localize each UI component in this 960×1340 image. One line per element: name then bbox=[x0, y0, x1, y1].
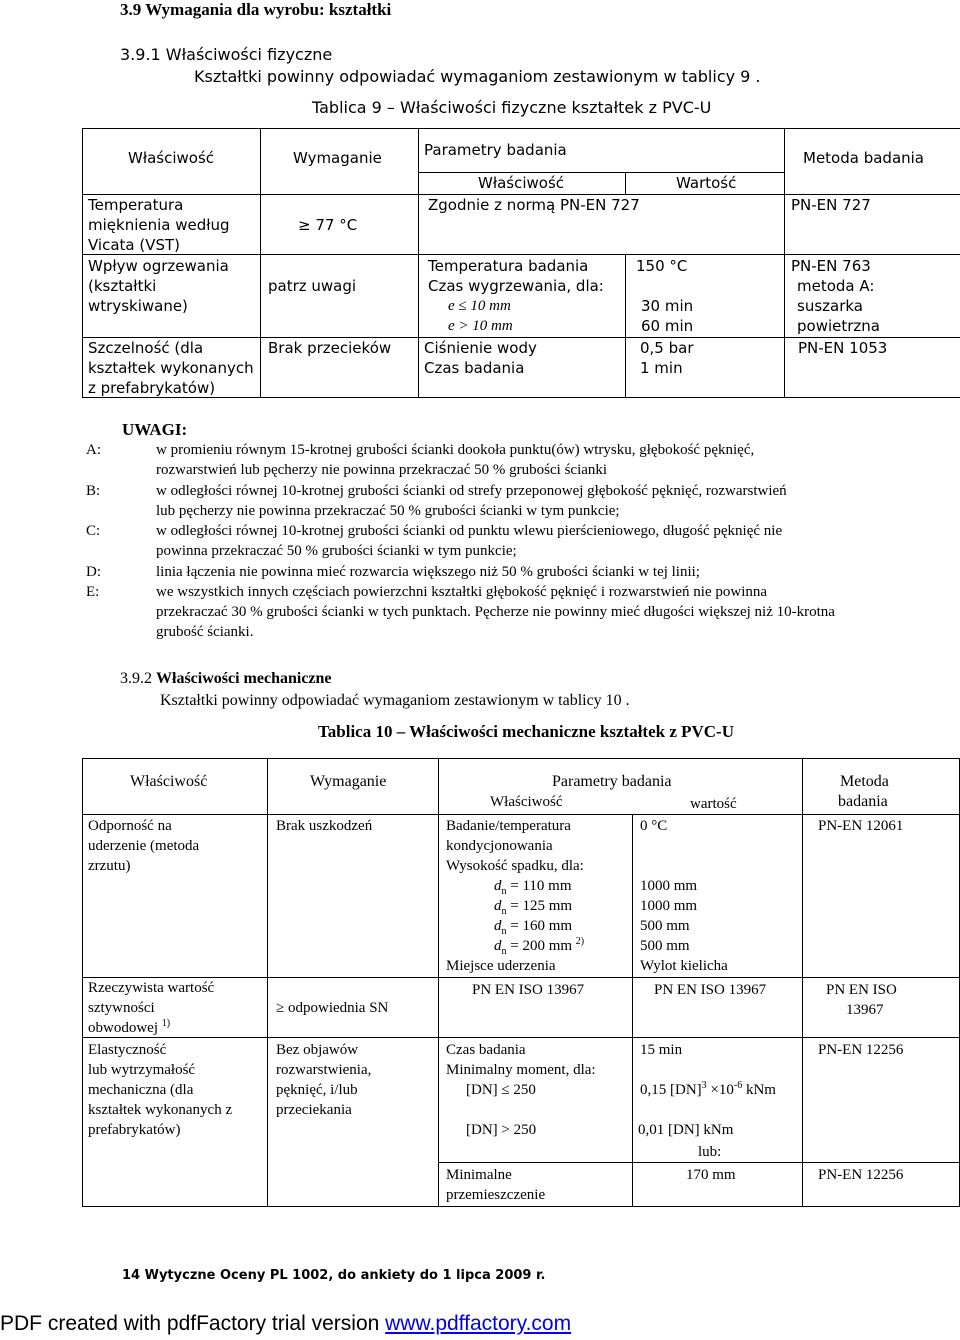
table9-caption: Tablica 9 – Właściwości fizyczne kształtek z PVC-U bbox=[312, 98, 712, 117]
t10-r1-impact-place: Miejsce uderzenia bbox=[446, 958, 556, 974]
t10-r1-param-1: Badanie/temperatura bbox=[446, 818, 571, 834]
t9-header-params: Parametry badania bbox=[424, 141, 567, 159]
t10-header-param-property: Właściwość bbox=[490, 794, 563, 810]
t9-r2-method-4: powietrzna bbox=[797, 317, 880, 335]
note-e-line-2: przekraczać 30 % grubości ścianki w tych punktach. Pęcherze nie powinny mieć długości większej niż 10-krotna bbox=[156, 604, 835, 620]
t10-header-params: Parametry badania bbox=[552, 773, 672, 790]
note-key-b: B: bbox=[86, 483, 101, 499]
t9-r1-requirement: ≥ 77 °C bbox=[298, 216, 358, 234]
subsection2-text: Kształtki powinny odpowiadać wymaganiom zestawionym w tablicy 10 . bbox=[160, 692, 630, 709]
t10-r1-value-4: 500 mm bbox=[640, 918, 690, 934]
t9-r1-property-2: mięknienia według bbox=[88, 216, 230, 234]
subsection2-number: 3.9.2 bbox=[120, 670, 152, 687]
t10-r2-method-2: 13967 bbox=[846, 1002, 884, 1018]
t10-r3-value-3: 0,01 [DN] kNm bbox=[638, 1122, 734, 1138]
t9-header-method: Metoda badania bbox=[803, 149, 925, 167]
t9-header-property: Właściwość bbox=[128, 149, 215, 167]
t10-r1-property-3: zrzutu) bbox=[88, 858, 131, 874]
t10-header-param-value: wartość bbox=[690, 796, 737, 812]
note-c-line-1: w odległości równej 10-krotnej grubości ścianki od punktu wlewu pierścieniowego, długość pęknięć nie bbox=[156, 523, 783, 539]
t9-r2-value-4: 60 min bbox=[641, 317, 694, 335]
t10-r3-param-3: [DN] ≤ 250 bbox=[466, 1082, 536, 1098]
t9-r3-param-1: Ciśnienie wody bbox=[424, 339, 537, 357]
t9-r1-method: PN-EN 727 bbox=[791, 196, 871, 214]
note-a-line-2: rozwarstwień lub pęcherzy nie powinna przekraczać 50 % grubości ścianki bbox=[156, 462, 608, 478]
t9-r2-requirement: patrz uwagi bbox=[268, 277, 357, 295]
section-heading: 3.9 Wymagania dla wyrobu: kształtki bbox=[120, 0, 392, 19]
t9-r3-property-1: Szczelność (dla bbox=[88, 339, 204, 357]
note-e-line-1: we wszystkich innych częściach powierzchni kształtki głębokość pęknięć i rozwarstwień nie powinna bbox=[156, 584, 768, 600]
subsection2-title: Właściwości mechaniczne bbox=[156, 670, 332, 687]
t10-r1-dn-2: $d_n = 125$ mm bbox=[494, 898, 573, 917]
t10-r1-property-2: uderzenie (metoda bbox=[88, 838, 200, 854]
t10-r1-param-3: Wysokość spadku, dla: bbox=[446, 858, 584, 874]
t10-r4-value: 170 mm bbox=[686, 1167, 736, 1183]
t9-r2-method-2: metoda A: bbox=[797, 277, 875, 295]
t10-r1-dn-1: $d_n = 110$ mm bbox=[494, 878, 572, 897]
t10-r1-value-3: 1000 mm bbox=[640, 898, 698, 914]
t9-r2-property-2: (kształtki bbox=[88, 277, 157, 295]
t10-r2-value: PN EN ISO 13967 bbox=[654, 982, 767, 998]
page-footer: 14 Wytyczne Oceny PL 1002, do ankiety do 1 lipca 2009 r. bbox=[122, 1268, 546, 1283]
t10-r3-value-4: lub: bbox=[698, 1144, 722, 1160]
t10-r3-property-1: Elastyczność bbox=[88, 1042, 167, 1058]
t10-r2-param: PN EN ISO 13967 bbox=[472, 982, 585, 998]
t10-r3-requirement-2: rozwarstwienia, bbox=[276, 1062, 372, 1078]
note-b-line-1: w odległości równej 10-krotnej grubości ścianki od strefy przeponowej głębokość pęknięć, rozwarstwień bbox=[156, 483, 787, 499]
t9-r2-method-1: PN-EN 763 bbox=[791, 257, 871, 275]
t10-r3-requirement-4: przeciekania bbox=[276, 1102, 352, 1118]
t10-r3-value-2: 0,15 $[DN]^3 \times 10^{-6}$ kNm bbox=[640, 1080, 776, 1098]
t10-r1-value-1: 0 °C bbox=[640, 818, 668, 834]
t10-r1-requirement: Brak uszkodzeń bbox=[276, 818, 373, 834]
table10-caption: Tablica 10 – Właściwości mechaniczne kształtek z PVC-U bbox=[318, 722, 734, 741]
note-key-c: C: bbox=[86, 523, 101, 539]
note-a-line-1: w promieniu równym 15-krotnej grubości ścianki dookoła punktu(ów) wtrysku, głębokość pęknięć, bbox=[156, 442, 755, 458]
t10-header-method-1: Metoda bbox=[840, 773, 889, 790]
t10-r1-value-6: Wylot kielicha bbox=[640, 958, 728, 974]
t9-r1-property-1: Temperatura bbox=[88, 196, 184, 214]
t10-r2-property-1: Rzeczywista wartość bbox=[88, 980, 215, 996]
t10-header-method-2: badania bbox=[838, 793, 888, 810]
t9-r2-param-1: Temperatura badania bbox=[428, 257, 589, 275]
t9-r3-param-2: Czas badania bbox=[424, 359, 525, 377]
t9-r2-param-2: Czas wygrzewania, dla: bbox=[428, 277, 604, 295]
pdf-footer-text: PDF created with pdfFactory trial version bbox=[0, 1312, 386, 1335]
t9-r2-param-3: e ≤ 10 mm bbox=[448, 298, 511, 314]
subsection-heading: 3.9.1 Właściwości fizyczne bbox=[120, 45, 333, 64]
t9-r1-param: Zgodnie z normą PN-EN 727 bbox=[428, 196, 640, 214]
t9-r3-requirement: Brak przecieków bbox=[268, 339, 392, 357]
t9-r3-value-2: 1 min bbox=[640, 359, 683, 377]
t9-r2-value-3: 30 min bbox=[641, 297, 694, 315]
t10-r3-property-3: mechaniczna (dla bbox=[88, 1082, 194, 1098]
t9-r3-property-3: z prefabrykatów) bbox=[88, 379, 216, 397]
t10-r2-property-2: sztywności bbox=[88, 1000, 155, 1016]
t10-r1-value-2: 1000 mm bbox=[640, 878, 698, 894]
t10-r3-param-4: [DN] > 250 bbox=[466, 1122, 537, 1138]
t9-header-requirement: Wymaganie bbox=[293, 149, 382, 167]
t10-r3-param-1: Czas badania bbox=[446, 1042, 526, 1058]
note-key-a: A: bbox=[86, 442, 101, 458]
t10-r1-param-2: kondycjonowania bbox=[446, 838, 553, 854]
t9-r2-property-3: wtryskiwane) bbox=[88, 297, 188, 315]
subsection2-heading bbox=[120, 670, 332, 688]
note-d-line-1: linia łączenia nie powinna mieć rozwarcia większego niż 50 % grubości ścianki w tej linii; bbox=[156, 564, 700, 580]
t9-r3-property-2: kształtek wykonanych bbox=[88, 359, 254, 377]
t10-r2-method-1: PN EN ISO bbox=[826, 982, 897, 998]
t9-r2-param-4: e > 10 mm bbox=[448, 318, 513, 334]
t9-r3-method: PN-EN 1053 bbox=[798, 339, 888, 357]
t10-r4-method: PN-EN 12256 bbox=[818, 1167, 904, 1183]
t10-r3-property-4: kształtek wykonanych z bbox=[88, 1102, 233, 1118]
t10-r1-property-1: Odporność na bbox=[88, 818, 172, 834]
pdf-footer-link[interactable]: www.pdffactory.com bbox=[385, 1312, 572, 1335]
t10-r3-property-2: lub wytrzymałość bbox=[88, 1062, 196, 1078]
t10-r4-param-2: przemieszczenie bbox=[446, 1187, 546, 1203]
t10-r2-property-3: obwodowej $^{1)}$ bbox=[88, 1018, 171, 1036]
t10-header-property: Właściwość bbox=[130, 773, 208, 790]
note-c-line-2: powinna przekraczać 50 % grubości ścianki w tym punkcie; bbox=[156, 543, 517, 559]
pdf-footer bbox=[0, 1312, 571, 1336]
t10-r3-param-2: Minimalny moment, dla: bbox=[446, 1062, 596, 1078]
t10-r1-dn-4: $d_n = 200$ mm $^{2)}$ bbox=[494, 936, 585, 957]
t10-r1-value-5: 500 mm bbox=[640, 938, 690, 954]
t9-r3-value-1: 0,5 bar bbox=[640, 339, 694, 357]
note-b-line-2: lub pęcherzy nie powinna przekraczać 50 % grubości ścianki w tym punkcie; bbox=[156, 503, 620, 519]
note-e-line-3: grubość ścianki. bbox=[156, 624, 254, 640]
t9-header-param-value: Wartość bbox=[676, 174, 737, 192]
t10-header-requirement: Wymaganie bbox=[310, 773, 387, 790]
t10-r3-requirement-1: Bez objawów bbox=[276, 1042, 359, 1058]
t10-r4-param-1: Minimalne bbox=[446, 1167, 512, 1183]
t10-r1-method: PN-EN 12061 bbox=[818, 818, 904, 834]
t10-r2-requirement: ≥ odpowiednia SN bbox=[276, 1000, 389, 1016]
t9-r2-method-3: suszarka bbox=[797, 297, 863, 315]
t9-r2-value-1: 150 °C bbox=[636, 257, 688, 275]
t10-r1-dn-3: $d_n = 160$ mm bbox=[494, 918, 573, 937]
note-key-e: E: bbox=[86, 584, 100, 600]
t9-r1-property-3: Vicata (VST) bbox=[88, 236, 181, 254]
t10-r3-value-1: 15 min bbox=[640, 1042, 683, 1058]
subsection-text: Kształtki powinny odpowiadać wymaganiom zestawionym w tablicy 9 . bbox=[194, 67, 761, 86]
t9-r2-property-1: Wpływ ogrzewania bbox=[88, 257, 229, 275]
t10-r3-method: PN-EN 12256 bbox=[818, 1042, 904, 1058]
note-key-d: D: bbox=[86, 564, 101, 580]
t10-r3-property-5: prefabrykatów) bbox=[88, 1122, 181, 1138]
t10-r3-requirement-3: pęknięć, i/lub bbox=[276, 1082, 358, 1098]
notes-title: UWAGI: bbox=[122, 420, 188, 439]
t9-header-param-property: Właściwość bbox=[478, 174, 565, 192]
